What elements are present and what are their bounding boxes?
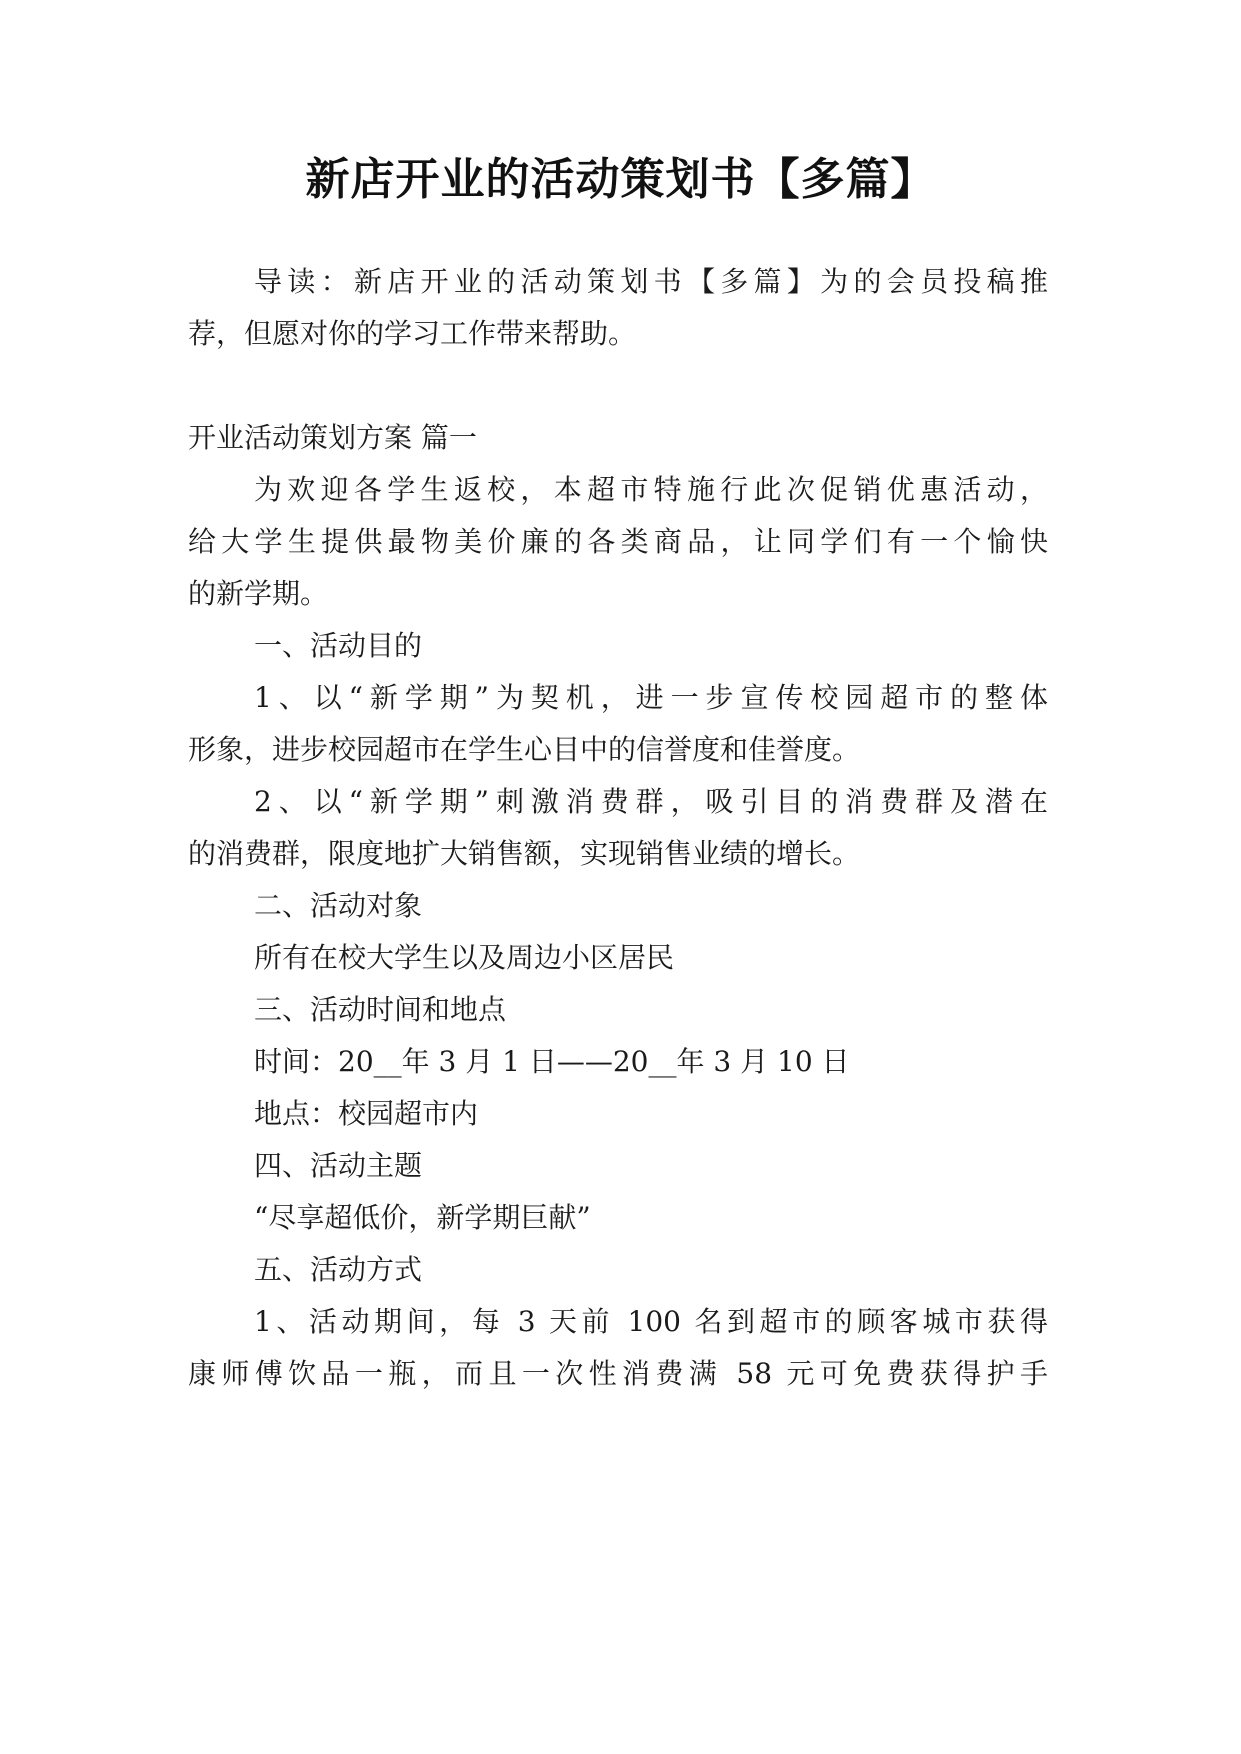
paragraph-line: 康师傅饮品一瓶，而且一次性消费满 58 元可免费获得护手: [188, 1357, 1048, 1390]
subheading: 一、活动目的: [254, 629, 423, 662]
paragraph-line: 所有在校大学生以及周边小区居民: [254, 941, 675, 974]
paragraph-line: 1、活动期间，每 3 天前 100 名到超市的顾客城市获得: [254, 1305, 1048, 1338]
subheading: 三、活动时间和地点: [254, 993, 507, 1026]
paragraph-line: “尽享超低价，新学期巨献”: [254, 1201, 591, 1234]
paragraph-line: 地点：校园超市内: [254, 1097, 479, 1130]
section-heading: 开业活动策划方案 篇一: [188, 421, 477, 454]
subheading: 四、活动主题: [254, 1149, 423, 1182]
paragraph-line: 为欢迎各学生返校，本超市特施行此次促销优惠活动，: [254, 473, 1048, 506]
subheading: 五、活动方式: [254, 1253, 423, 1286]
paragraph-line: 时间：20__年 3 月 1 日——20__年 3 月 10 日: [254, 1045, 850, 1078]
document-title: 新店开业的活动策划书【多篇】: [305, 154, 936, 205]
paragraph-line: 2、以“新学期”刺激消费群，吸引目的消费群及潜在: [254, 785, 1048, 818]
paragraph-line: 形象，进步校园超市在学生心目中的信誉度和佳誉度。: [188, 733, 861, 766]
paragraph-line: 给大学生提供最物美价廉的各类商品，让同学们有一个愉快: [188, 525, 1048, 558]
subheading: 二、活动对象: [254, 889, 423, 922]
intro-line-1: 导读：新店开业的活动策划书【多篇】为的会员投稿推: [254, 265, 1048, 298]
intro-line-2: 荐，但愿对你的学习工作带来帮助。: [188, 317, 637, 350]
paragraph-line: 的新学期。: [188, 577, 329, 610]
paragraph-line: 的消费群，限度地扩大销售额，实现销售业绩的增长。: [188, 837, 861, 870]
paragraph-line: 1、以“新学期”为契机，进一步宣传校园超市的整体: [254, 681, 1048, 714]
